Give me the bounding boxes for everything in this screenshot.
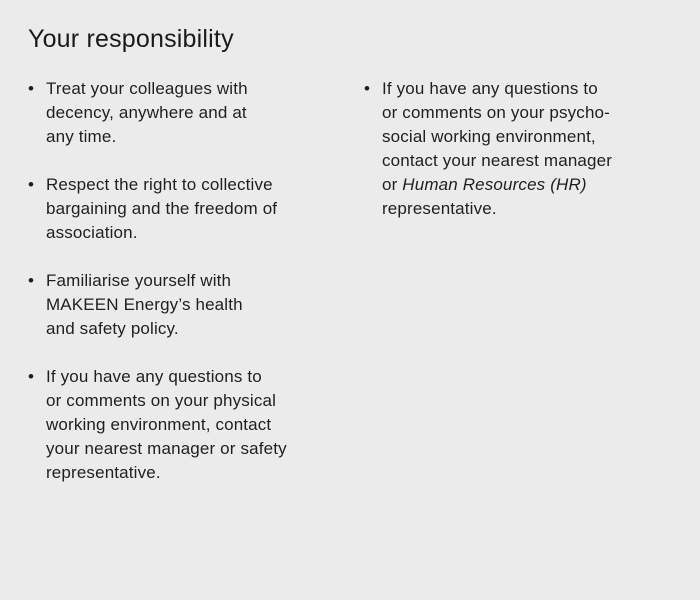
page-title: Your responsibility bbox=[28, 25, 234, 53]
list-item bbox=[364, 77, 684, 221]
list-item-text: working environment, contact bbox=[46, 415, 272, 434]
list-item-text: Treat your colleagues with bbox=[46, 79, 248, 98]
bullet-icon: • bbox=[28, 79, 35, 98]
bullet-icon: • bbox=[28, 367, 35, 386]
list-item-text-prefix: or bbox=[382, 175, 403, 194]
list-item-text: contact your nearest manager bbox=[382, 151, 613, 170]
list-item-text: or comments on your psycho- bbox=[382, 103, 610, 122]
left-bullet-list bbox=[28, 77, 348, 509]
list-item bbox=[28, 77, 348, 149]
list-item bbox=[28, 365, 348, 485]
list-item bbox=[28, 269, 348, 341]
list-item-text: and safety policy. bbox=[46, 319, 179, 338]
list-item-text: Respect the right to collective bbox=[46, 175, 273, 194]
bullet-icon: • bbox=[28, 175, 35, 194]
list-item bbox=[28, 173, 348, 245]
list-item-text: Familiarise yourself with bbox=[46, 271, 232, 290]
list-item-text: representative. bbox=[46, 463, 161, 482]
hr-emphasis-text: Human Resources (HR) bbox=[402, 175, 587, 194]
bullet-icon: • bbox=[364, 79, 371, 98]
list-item-text: decency, anywhere and at bbox=[46, 103, 247, 122]
list-item-text: If you have any questions to bbox=[46, 367, 262, 386]
list-item-text: any time. bbox=[46, 127, 117, 146]
bullet-icon: • bbox=[28, 271, 35, 290]
list-item-text: If you have any questions to bbox=[382, 79, 598, 98]
list-item-text: bargaining and the freedom of bbox=[46, 199, 278, 218]
list-item-text: association. bbox=[46, 223, 138, 242]
right-bullet-list bbox=[364, 77, 684, 245]
list-item-text: MAKEEN Energy’s health bbox=[46, 295, 243, 314]
list-item-text: your nearest manager or safety bbox=[46, 439, 287, 458]
list-item-text: social working environment, bbox=[382, 127, 596, 146]
list-item-text: or comments on your physical bbox=[46, 391, 277, 410]
list-item-text: representative. bbox=[382, 199, 497, 218]
list-item-text-mixed bbox=[382, 173, 684, 197]
